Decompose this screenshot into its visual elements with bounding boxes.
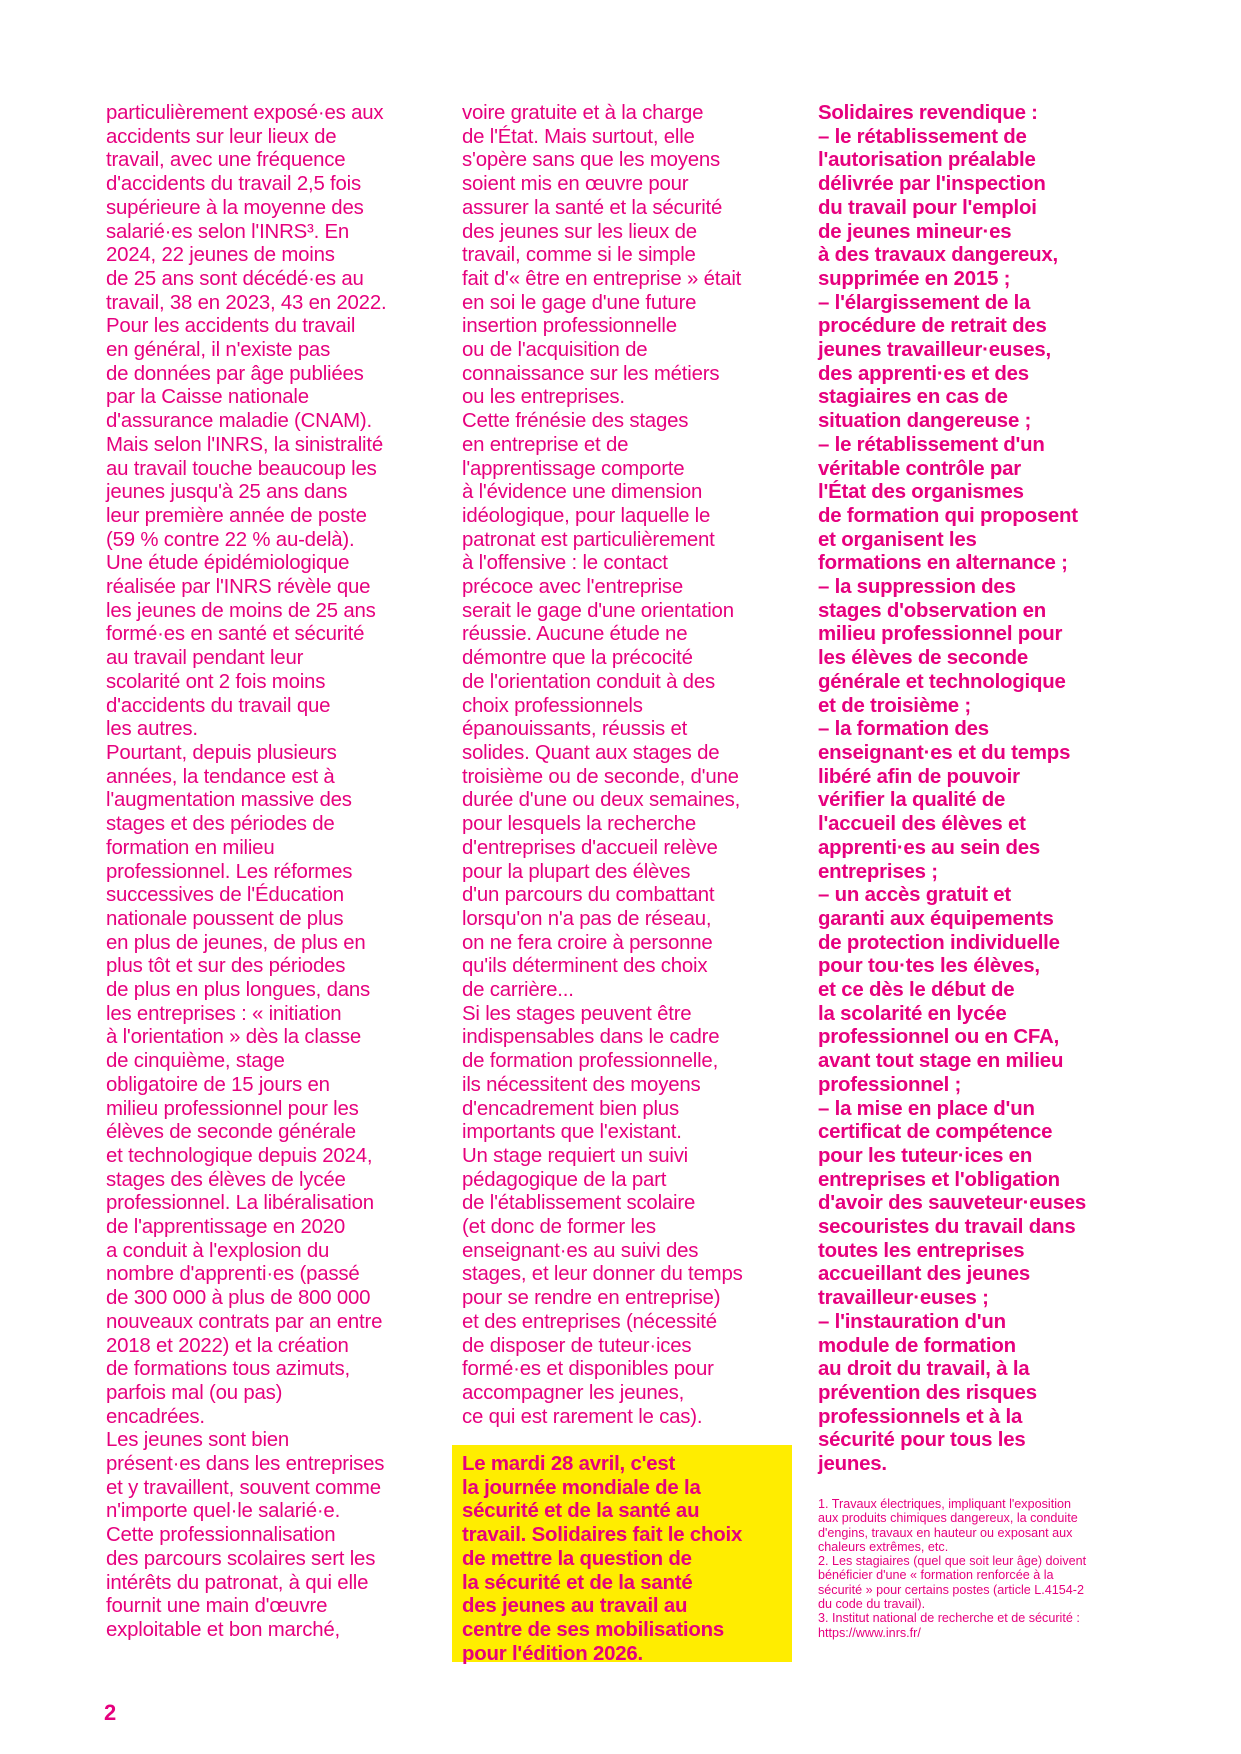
callout-line: la sécurité et de la santé bbox=[462, 1571, 693, 1594]
column1-line: et technologique depuis 2024, bbox=[106, 1144, 373, 1167]
column1-line: années, la tendance est à bbox=[106, 765, 335, 788]
column1-line: par la Caisse nationale bbox=[106, 386, 309, 409]
column3-line: procédure de retrait des bbox=[818, 315, 1047, 338]
column3-line: travailleur·euses ; bbox=[818, 1287, 989, 1310]
column1-line: obligatoire de 15 jours en bbox=[106, 1073, 330, 1096]
column1-line: successives de l'Éducation bbox=[106, 884, 344, 907]
column1-line: accidents sur leur lieux de bbox=[106, 125, 337, 148]
column1-line: de plus en plus longues, dans bbox=[106, 979, 371, 1002]
column2-line: fait d'« être en entreprise » était bbox=[462, 267, 742, 290]
footnotes-line: sécurité » pour certains postes (article L.4154-2 bbox=[818, 1582, 1085, 1597]
body-column-1 bbox=[106, 102, 436, 1643]
column2-line: en entreprise et de bbox=[462, 433, 629, 456]
footnotes-line: chaleurs extrêmes, etc. bbox=[818, 1539, 949, 1554]
column3-line: de jeunes mineur·es bbox=[818, 220, 1012, 243]
column1-line: stages des élèves de lycée bbox=[106, 1168, 346, 1191]
column1-line: professionnel. La libéralisation bbox=[106, 1192, 374, 1215]
column1-line: Cette professionnalisation bbox=[106, 1524, 336, 1547]
column3-line: professionnels et à la bbox=[818, 1405, 1023, 1428]
column1-line: au travail pendant leur bbox=[106, 647, 304, 670]
column2-line: de l'établissement scolaire bbox=[462, 1192, 696, 1215]
column2-line: insertion professionnelle bbox=[462, 315, 677, 338]
column3-line: au droit du travail, à la bbox=[818, 1358, 1030, 1381]
column2-line: patronat est particulièrement bbox=[462, 528, 715, 551]
column2-line: connaissance sur les métiers bbox=[462, 362, 720, 385]
column1-line: d'accidents du travail que bbox=[106, 694, 331, 717]
column3-line: prévention des risques bbox=[818, 1381, 1037, 1404]
column1-line: Mais selon l'INRS, la sinistralité bbox=[106, 433, 383, 456]
column2-line: Si les stages peuvent être bbox=[462, 1002, 692, 1025]
column2-line: et des entreprises (nécessité bbox=[462, 1310, 717, 1333]
column1-line: d'accidents du travail 2,5 fois bbox=[106, 173, 361, 196]
column3-line: milieu professionnel pour bbox=[818, 623, 1063, 646]
column2-line: idéologique, pour laquelle le bbox=[462, 504, 711, 527]
column1-line: encadrées. bbox=[106, 1405, 205, 1428]
column2-line: Un stage requiert un suivi bbox=[462, 1144, 689, 1167]
column2-line: travail, comme si le simple bbox=[462, 244, 696, 267]
column2-line: enseignant·es au suivi des bbox=[462, 1239, 699, 1262]
column1-line: de formations tous azimuts, bbox=[106, 1358, 350, 1381]
column2-line: soient mis en œuvre pour bbox=[462, 173, 689, 196]
column1-line: nouveaux contrats par an entre bbox=[106, 1310, 383, 1333]
column1-line: réalisée par l'INRS révèle que bbox=[106, 576, 371, 599]
column3-line: et organisent les bbox=[818, 528, 977, 551]
column3-line: stages d'observation en bbox=[818, 599, 1047, 622]
column1-line: de 25 ans sont décédé·es au bbox=[106, 267, 364, 290]
column2-line: en soi le gage d'une future bbox=[462, 291, 697, 314]
column3-line: – l'instauration d'un bbox=[818, 1310, 1006, 1333]
column3-line: la scolarité en lycée bbox=[818, 1002, 1007, 1025]
column3-line: générale et technologique bbox=[818, 670, 1066, 693]
column3-line: apprenti·es au sein des bbox=[818, 836, 1041, 859]
column1-line: jeunes jusqu'à 25 ans dans bbox=[106, 481, 348, 504]
column3-line: du travail pour l'emploi bbox=[818, 196, 1037, 219]
column3-line: véritable contrôle par bbox=[818, 457, 1021, 480]
column3-line: jeunes. bbox=[818, 1453, 887, 1476]
column1-line: scolarité ont 2 fois moins bbox=[106, 670, 326, 693]
column2-line: lorsqu'on n'a pas de réseau, bbox=[462, 907, 712, 930]
column1-line: en plus de jeunes, de plus en bbox=[106, 931, 366, 954]
column3-line: d'avoir des sauveteur·euses bbox=[818, 1192, 1087, 1215]
column3-line: entreprises ; bbox=[818, 860, 938, 883]
column2-line: assurer la santé et la sécurité bbox=[462, 196, 723, 219]
column3-line: module de formation bbox=[818, 1334, 1016, 1357]
column2-line: serait le gage d'une orientation bbox=[462, 599, 734, 622]
column3-line: de protection individuelle bbox=[818, 931, 1060, 954]
column1-line: au travail touche beaucoup les bbox=[106, 457, 377, 480]
column2-line: de l'orientation conduit à des bbox=[462, 670, 715, 693]
column1-line: fournit une main d'œuvre bbox=[106, 1595, 328, 1618]
column3-line: supprimée en 2015 ; bbox=[818, 267, 1011, 290]
column3-line: accueillant des jeunes bbox=[818, 1263, 1031, 1286]
column1-line: en général, il n'existe pas bbox=[106, 339, 331, 362]
column2-line: de disposer de tuteur·ices bbox=[462, 1334, 692, 1357]
column1-line: élèves de seconde générale bbox=[106, 1121, 356, 1144]
column2-line: d'encadrement bien plus bbox=[462, 1097, 679, 1120]
column3-line: Solidaires revendique : bbox=[818, 102, 1038, 124]
callout-line: de mettre la question de bbox=[462, 1547, 692, 1570]
footnotes-line: bénéficier d'une « formation renforcée à la bbox=[818, 1568, 1054, 1583]
column1-line: à l'orientation » dès la classe bbox=[106, 1026, 361, 1049]
footnotes-line: aux produits chimiques dangereux, la conduite bbox=[818, 1511, 1078, 1526]
column3-line: et ce dès le début de bbox=[818, 979, 1015, 1002]
column2-line: importants que l'existant. bbox=[462, 1121, 682, 1144]
column3-line: professionnel ; bbox=[818, 1073, 962, 1096]
column3-line: et de troisième ; bbox=[818, 694, 971, 717]
column1-line: Pourtant, depuis plusieurs bbox=[106, 741, 337, 764]
column1-line: Les jeunes sont bien bbox=[106, 1429, 290, 1452]
column1-line: travail, 38 en 2023, 43 en 2022. bbox=[106, 291, 387, 314]
column2-line: ce qui est rarement le cas). bbox=[462, 1405, 703, 1428]
column3-line: certificat de compétence bbox=[818, 1121, 1053, 1144]
column1-line: a conduit à l'explosion du bbox=[106, 1239, 330, 1262]
column1-line: stages et des périodes de bbox=[106, 813, 335, 836]
column1-line: Une étude épidémiologique bbox=[106, 552, 350, 575]
column1-line: présent·es dans les entreprises bbox=[106, 1453, 385, 1476]
column1-line: professionnel. Les réformes bbox=[106, 860, 353, 883]
column3-line: jeunes travailleur·euses, bbox=[818, 339, 1052, 362]
column3-line: pour tou·tes les élèves, bbox=[818, 955, 1040, 978]
column1-line: l'augmentation massive des bbox=[106, 789, 352, 812]
column2-line: précoce avec l'entreprise bbox=[462, 576, 684, 599]
column2-line: à l'offensive : le contact bbox=[462, 552, 668, 575]
column3-line: entreprises et l'obligation bbox=[818, 1168, 1060, 1191]
column3-line: l'accueil des élèves et bbox=[818, 813, 1026, 836]
callout-line: centre de ses mobilisations bbox=[462, 1618, 725, 1641]
column1-line: de l'apprentissage en 2020 bbox=[106, 1216, 346, 1239]
column1-line: nationale poussent de plus bbox=[106, 907, 344, 930]
column2-line: on ne fera croire à personne bbox=[462, 931, 713, 954]
column1-line: 2018 et 2022) et la création bbox=[106, 1334, 349, 1357]
column2-line: des jeunes sur les lieux de bbox=[462, 220, 697, 243]
column1-line: leur première année de poste bbox=[106, 504, 367, 527]
column2-line: d'un parcours du combattant bbox=[462, 884, 715, 907]
column1-line: les entreprises : « initiation bbox=[106, 1002, 342, 1025]
column1-line: exploitable et bon marché, bbox=[106, 1619, 340, 1641]
column1-line: les jeunes de moins de 25 ans bbox=[106, 599, 376, 622]
column1-line: de 300 000 à plus de 800 000 bbox=[106, 1287, 371, 1310]
column3-line: l'autorisation préalable bbox=[818, 149, 1036, 172]
column1-line: salarié·es selon l'INRS³. En bbox=[106, 220, 350, 243]
footnotes-line: du code du travail). bbox=[818, 1597, 926, 1612]
column1-line: particulièrement exposé·es aux bbox=[106, 102, 384, 124]
column2-line: accompagner les jeunes, bbox=[462, 1381, 685, 1404]
column3-line: délivrée par l'inspection bbox=[818, 173, 1046, 196]
column3-line: des apprenti·es et des bbox=[818, 362, 1029, 385]
page-number: 2 bbox=[104, 1700, 117, 1725]
callout-line: travail. Solidaires fait le choix bbox=[462, 1524, 743, 1547]
callout-line: sécurité et de la santé au bbox=[462, 1500, 700, 1523]
column2-line: de formation professionnelle, bbox=[462, 1050, 719, 1073]
column3-line: – le rétablissement de bbox=[818, 125, 1027, 148]
column3-line: – l'élargissement de la bbox=[818, 291, 1031, 314]
column2-line: solides. Quant aux stages de bbox=[462, 741, 720, 764]
column3-line: l'État des organismes bbox=[818, 481, 1024, 504]
column1-line: d'assurance maladie (CNAM). bbox=[106, 410, 372, 433]
column1-line: de données par âge publiées bbox=[106, 362, 364, 385]
column1-line: parfois mal (ou pas) bbox=[106, 1381, 283, 1404]
column3-line: formations en alternance ; bbox=[818, 552, 1068, 575]
column3-line: – la mise en place d'un bbox=[818, 1097, 1035, 1120]
column3-line: toutes les entreprises bbox=[818, 1239, 1025, 1262]
footnotes bbox=[818, 1497, 1148, 1640]
column2-line: choix professionnels bbox=[462, 694, 643, 717]
column1-line: travail, avec une fréquence bbox=[106, 149, 346, 172]
column2-line: (et donc de former les bbox=[462, 1216, 656, 1239]
body-column-2 bbox=[462, 102, 792, 1429]
footnotes-line: d'engins, travaux en hauteur ou exposant aux bbox=[818, 1525, 1073, 1540]
column1-line: intérêts du patronat, à qui elle bbox=[106, 1571, 369, 1594]
column1-line: supérieure à la moyenne des bbox=[106, 196, 364, 219]
column2-line: Cette frénésie des stages bbox=[462, 410, 689, 433]
column1-line: (59 % contre 22 % au-delà). bbox=[106, 528, 355, 551]
callout-line: Le mardi 28 avril, c'est bbox=[462, 1453, 676, 1475]
column3-line: secouristes du travail dans bbox=[818, 1216, 1076, 1239]
column2-line: réussie. Aucune étude ne bbox=[462, 623, 688, 646]
callout-line: des jeunes au travail au bbox=[462, 1595, 688, 1618]
column2-line: à l'évidence une dimension bbox=[462, 481, 703, 504]
column2-line: troisième ou de seconde, d'une bbox=[462, 765, 739, 788]
footnotes-line: https://www.inrs.fr/ bbox=[818, 1625, 921, 1640]
callout-line: pour l'édition 2026. bbox=[462, 1642, 643, 1665]
column1-line: formé·es en santé et sécurité bbox=[106, 623, 365, 646]
column2-line: voire gratuite et à la charge bbox=[462, 102, 704, 124]
column3-line: professionnel ou en CFA, bbox=[818, 1026, 1060, 1049]
column1-line: milieu professionnel pour les bbox=[106, 1097, 359, 1120]
column2-line: stages, et leur donner du temps bbox=[462, 1263, 743, 1286]
column2-line: démontre que la précocité bbox=[462, 647, 693, 670]
column1-line: et y travaillent, souvent comme bbox=[106, 1476, 381, 1499]
column2-line: épanouissants, réussis et bbox=[462, 718, 688, 741]
column1-line: de cinquième, stage bbox=[106, 1050, 285, 1073]
column1-line: plus tôt et sur des périodes bbox=[106, 955, 346, 978]
column2-line: durée d'une ou deux semaines, bbox=[462, 789, 741, 812]
column1-line: formation en milieu bbox=[106, 836, 275, 859]
column3-line: les élèves de seconde bbox=[818, 647, 1029, 670]
column1-line: nombre d'apprenti·es (passé bbox=[106, 1263, 360, 1286]
footnotes-line: 3. Institut national de recherche et de sécurité : bbox=[818, 1611, 1080, 1626]
column3-line: sécurité pour tous les bbox=[818, 1429, 1026, 1452]
footnotes-line: 1. Travaux électriques, impliquant l'exposition bbox=[818, 1497, 1072, 1511]
column2-line: s'opère sans que les moyens bbox=[462, 149, 721, 172]
column1-line: n'importe quel·le salarié·e. bbox=[106, 1500, 341, 1523]
column2-line: pour se rendre en entreprise) bbox=[462, 1287, 721, 1310]
column1-line: les autres. bbox=[106, 718, 198, 741]
column3-line: pour les tuteur·ices en bbox=[818, 1144, 1033, 1167]
column1-line: des parcours scolaires sert les bbox=[106, 1547, 376, 1570]
column2-line: qu'ils déterminent des choix bbox=[462, 955, 708, 978]
column3-line: avant tout stage en milieu bbox=[818, 1050, 1064, 1073]
column3-line: – un accès gratuit et bbox=[818, 884, 1011, 907]
column3-line: – le rétablissement d'un bbox=[818, 433, 1045, 456]
column3-line: stagiaires en cas de bbox=[818, 386, 1008, 409]
column2-line: ou de l'acquisition de bbox=[462, 339, 648, 362]
column2-line: formé·es et disponibles pour bbox=[462, 1358, 714, 1381]
footnotes-line: 2. Les stagiaires (quel que soit leur âge) doivent bbox=[818, 1554, 1087, 1569]
column3-line: à des travaux dangereux, bbox=[818, 244, 1058, 267]
column3-line: – la suppression des bbox=[818, 576, 1016, 599]
column3-line: garanti aux équipements bbox=[818, 907, 1054, 930]
column2-line: indispensables dans le cadre bbox=[462, 1026, 720, 1049]
column3-line: enseignant·es et du temps bbox=[818, 741, 1071, 764]
column2-line: pour lesquels la recherche bbox=[462, 813, 696, 836]
column2-line: l'apprentissage comporte bbox=[462, 457, 685, 480]
column2-line: de l'État. Mais surtout, elle bbox=[462, 125, 695, 148]
column2-line: pédagogique de la part bbox=[462, 1168, 667, 1191]
column2-line: pour la plupart des élèves bbox=[462, 860, 691, 883]
callout-line: la journée mondiale de la bbox=[462, 1476, 701, 1499]
demands-column bbox=[818, 102, 1148, 1477]
column3-line: – la formation des bbox=[818, 718, 989, 741]
column3-line: de formation qui proposent bbox=[818, 504, 1078, 527]
column2-line: ou les entreprises. bbox=[462, 386, 625, 409]
column3-line: vérifier la qualité de bbox=[818, 789, 1006, 812]
column2-line: d'entreprises d'accueil relève bbox=[462, 836, 718, 859]
column3-line: situation dangereuse ; bbox=[818, 410, 1032, 433]
column1-line: 2024, 22 jeunes de moins bbox=[106, 244, 335, 267]
column2-line: ils nécessitent des moyens bbox=[462, 1073, 701, 1096]
column3-line: libéré afin de pouvoir bbox=[818, 765, 1020, 788]
column1-line: Pour les accidents du travail bbox=[106, 315, 356, 338]
column2-line: de carrière... bbox=[462, 979, 574, 1002]
highlight-callout-box bbox=[452, 1445, 792, 1665]
